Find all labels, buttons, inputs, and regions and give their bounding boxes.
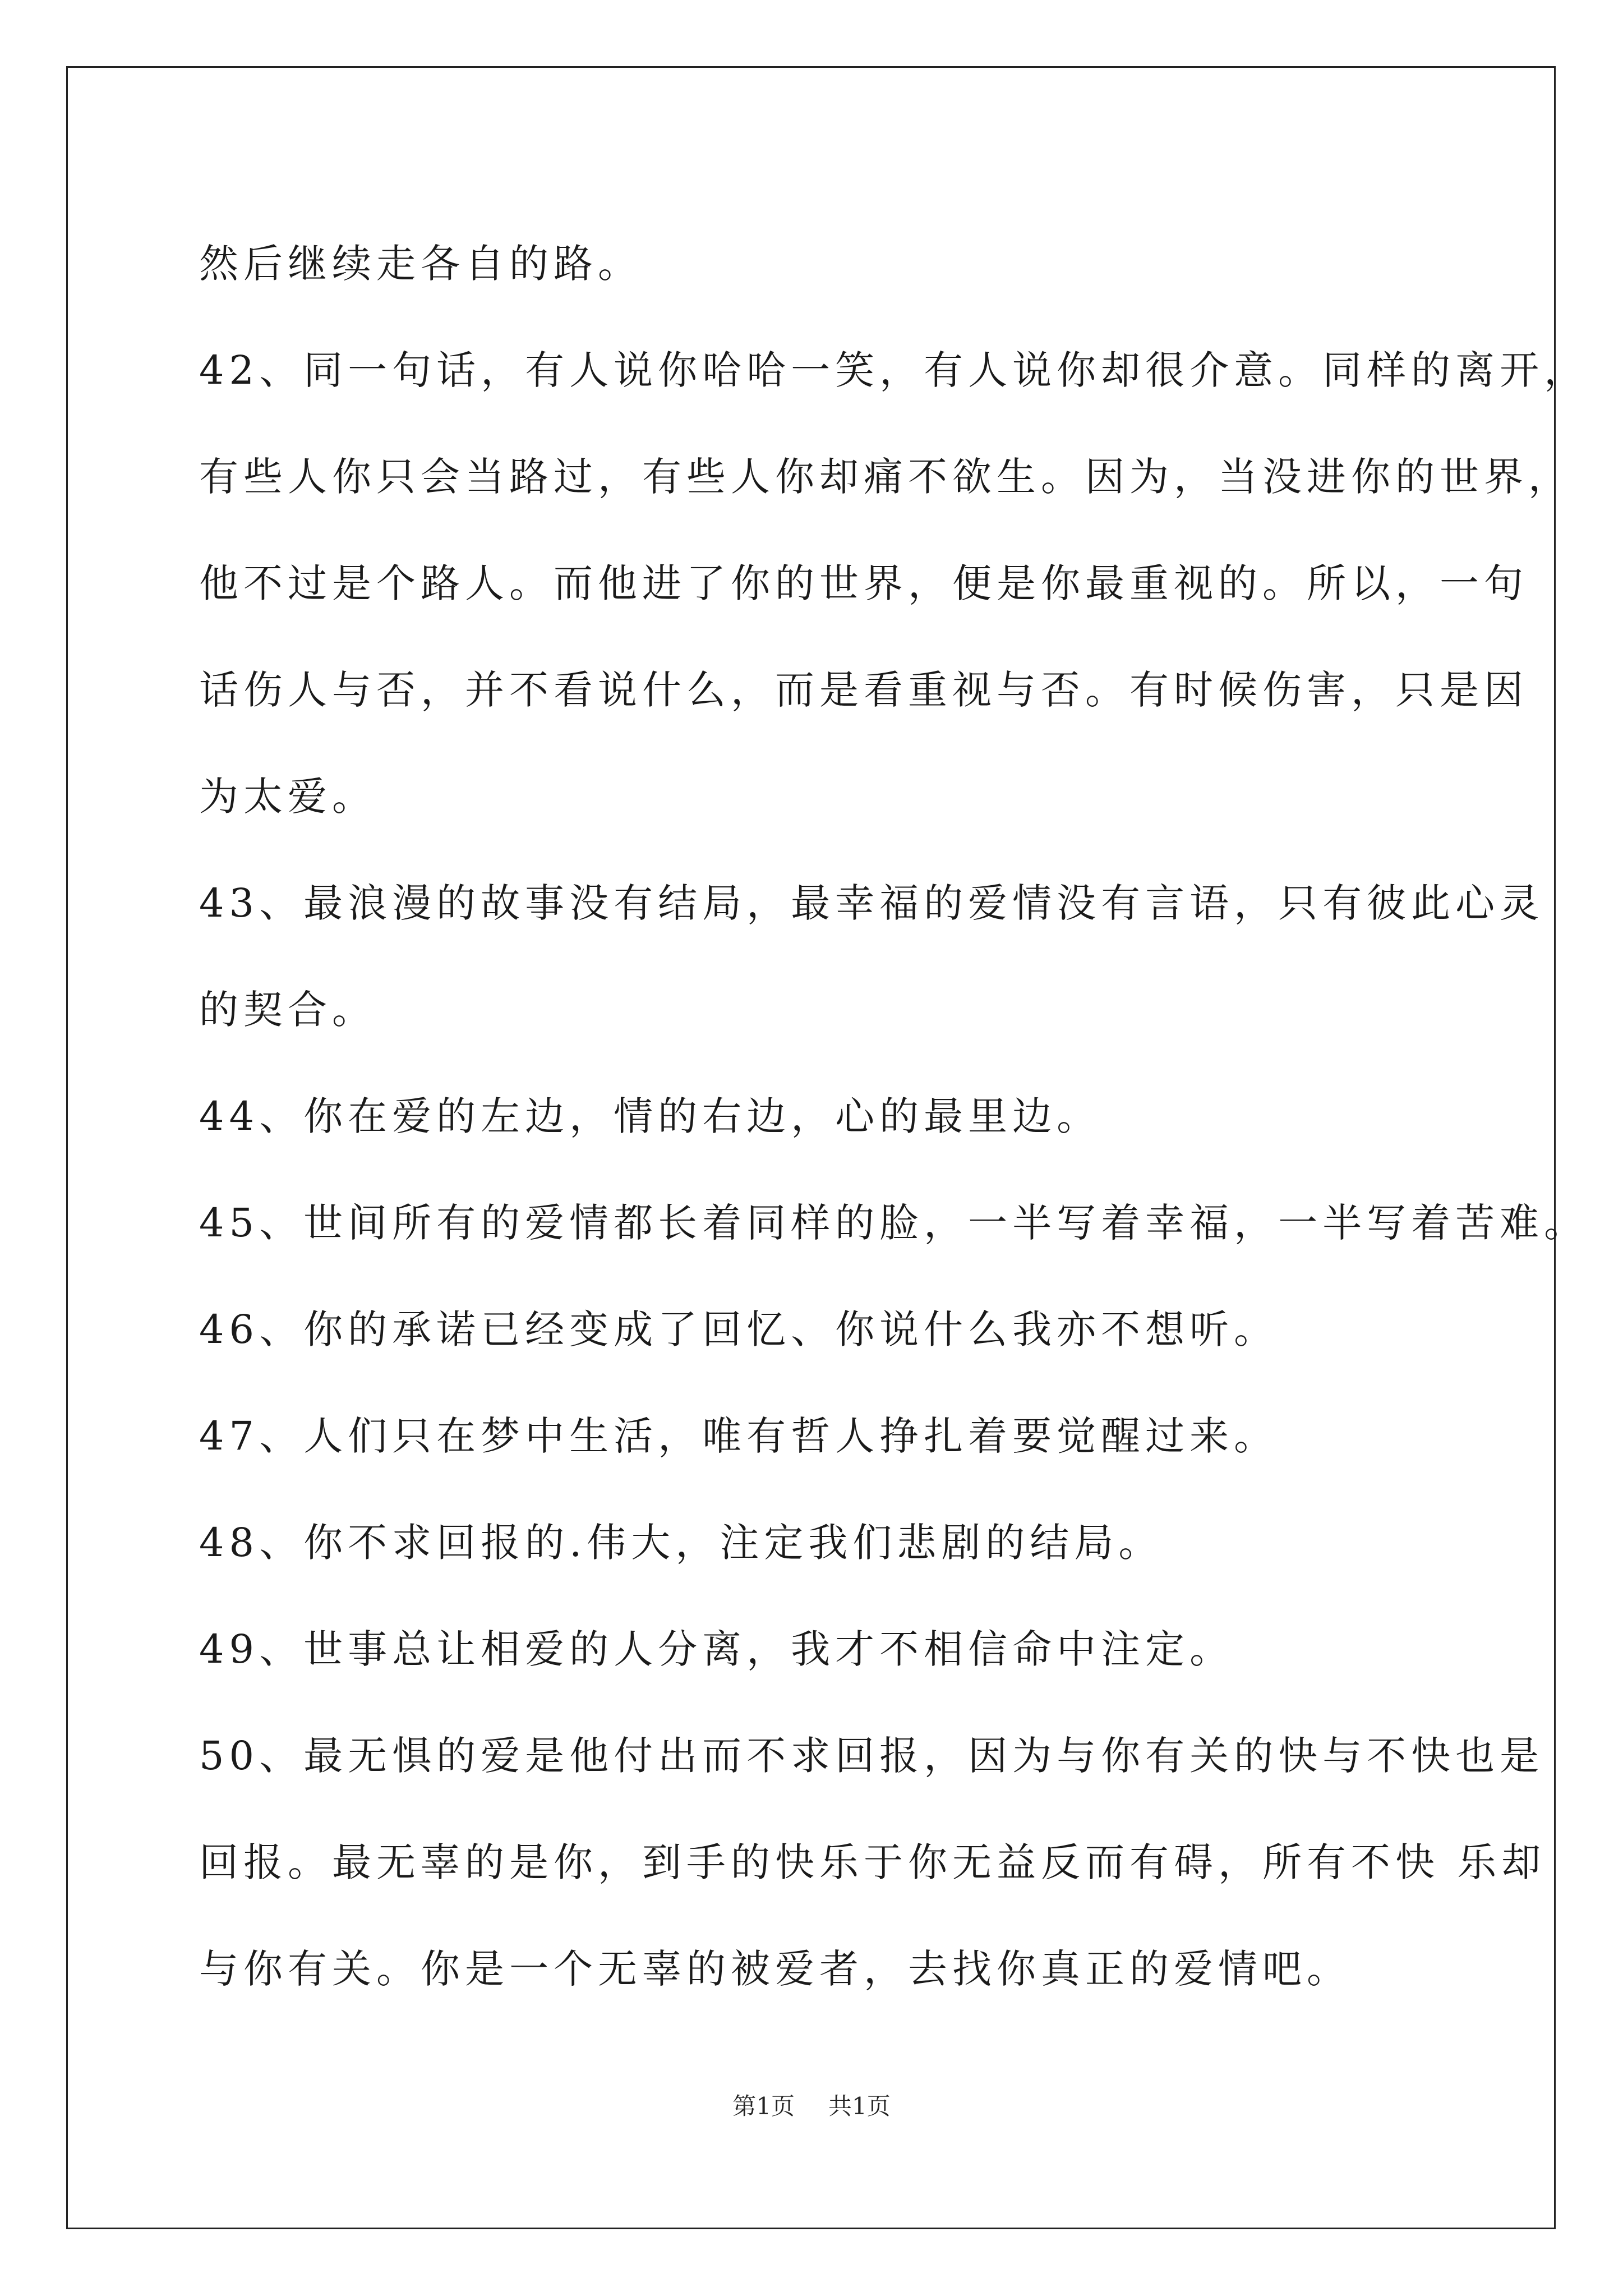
text-line: 45、世间所有的爱情都长着同样的脸，一半写着幸福，一半写着苦难。 [199,1200,1589,1246]
text-line: 50、最无惧的爱是他付出而不求回报，因为与你有关的快与不快也是 [199,1733,1544,1779]
text-line: 的契合。 [199,987,376,1033]
text-line: 他不过是个路人。而他进了你的世界，便是你最重视的。所以，一句 [199,560,1528,606]
text-line: 话伤人与否，并不看说什么，而是看重视与否。有时候伤害，只是因 [199,667,1528,713]
text-line: 43、最浪漫的故事没有结局，最幸福的爱情没有言语，只有彼此心灵 [199,880,1544,926]
text-line: 49、世事总让相爱的人分离，我才不相信命中注定。 [199,1626,1234,1672]
text-line: 47、人们只在梦中生活，唯有哲人挣扎着要觉醒过来。 [199,1413,1279,1459]
page-total: 共1页 [828,2092,891,2120]
text-line: 46、你的承诺已经变成了回忆、你说什么我亦不想听。 [199,1306,1279,1352]
text-line: 回报。最无辜的是你，到手的快乐于你无益反而有碍，所有不快 乐却 [199,1839,1546,1885]
text-line: 44、你在爱的左边，情的右边，心的最里边。 [199,1093,1101,1139]
text-line: 为太爱。 [199,774,376,820]
page-footer [0,2090,1623,2123]
text-line: 42、同一句话，有人说你哈哈一笑，有人说你却很介意。同样的离开， [199,347,1589,393]
text-line: 有些人你只会当路过，有些人你却痛不欲生。因为，当没进你的世界， [199,454,1573,500]
page-number: 第1页 [732,2092,795,2120]
document-body [199,210,1589,2022]
text-line: 48、你不求回报的.伟大，注定我们悲剧的结局。 [199,1520,1163,1566]
text-line: 然后继续走各自的路。 [199,241,642,287]
text-line: 与你有关。你是一个无辜的被爱者，去找你真正的爱情吧。 [199,1946,1351,1992]
